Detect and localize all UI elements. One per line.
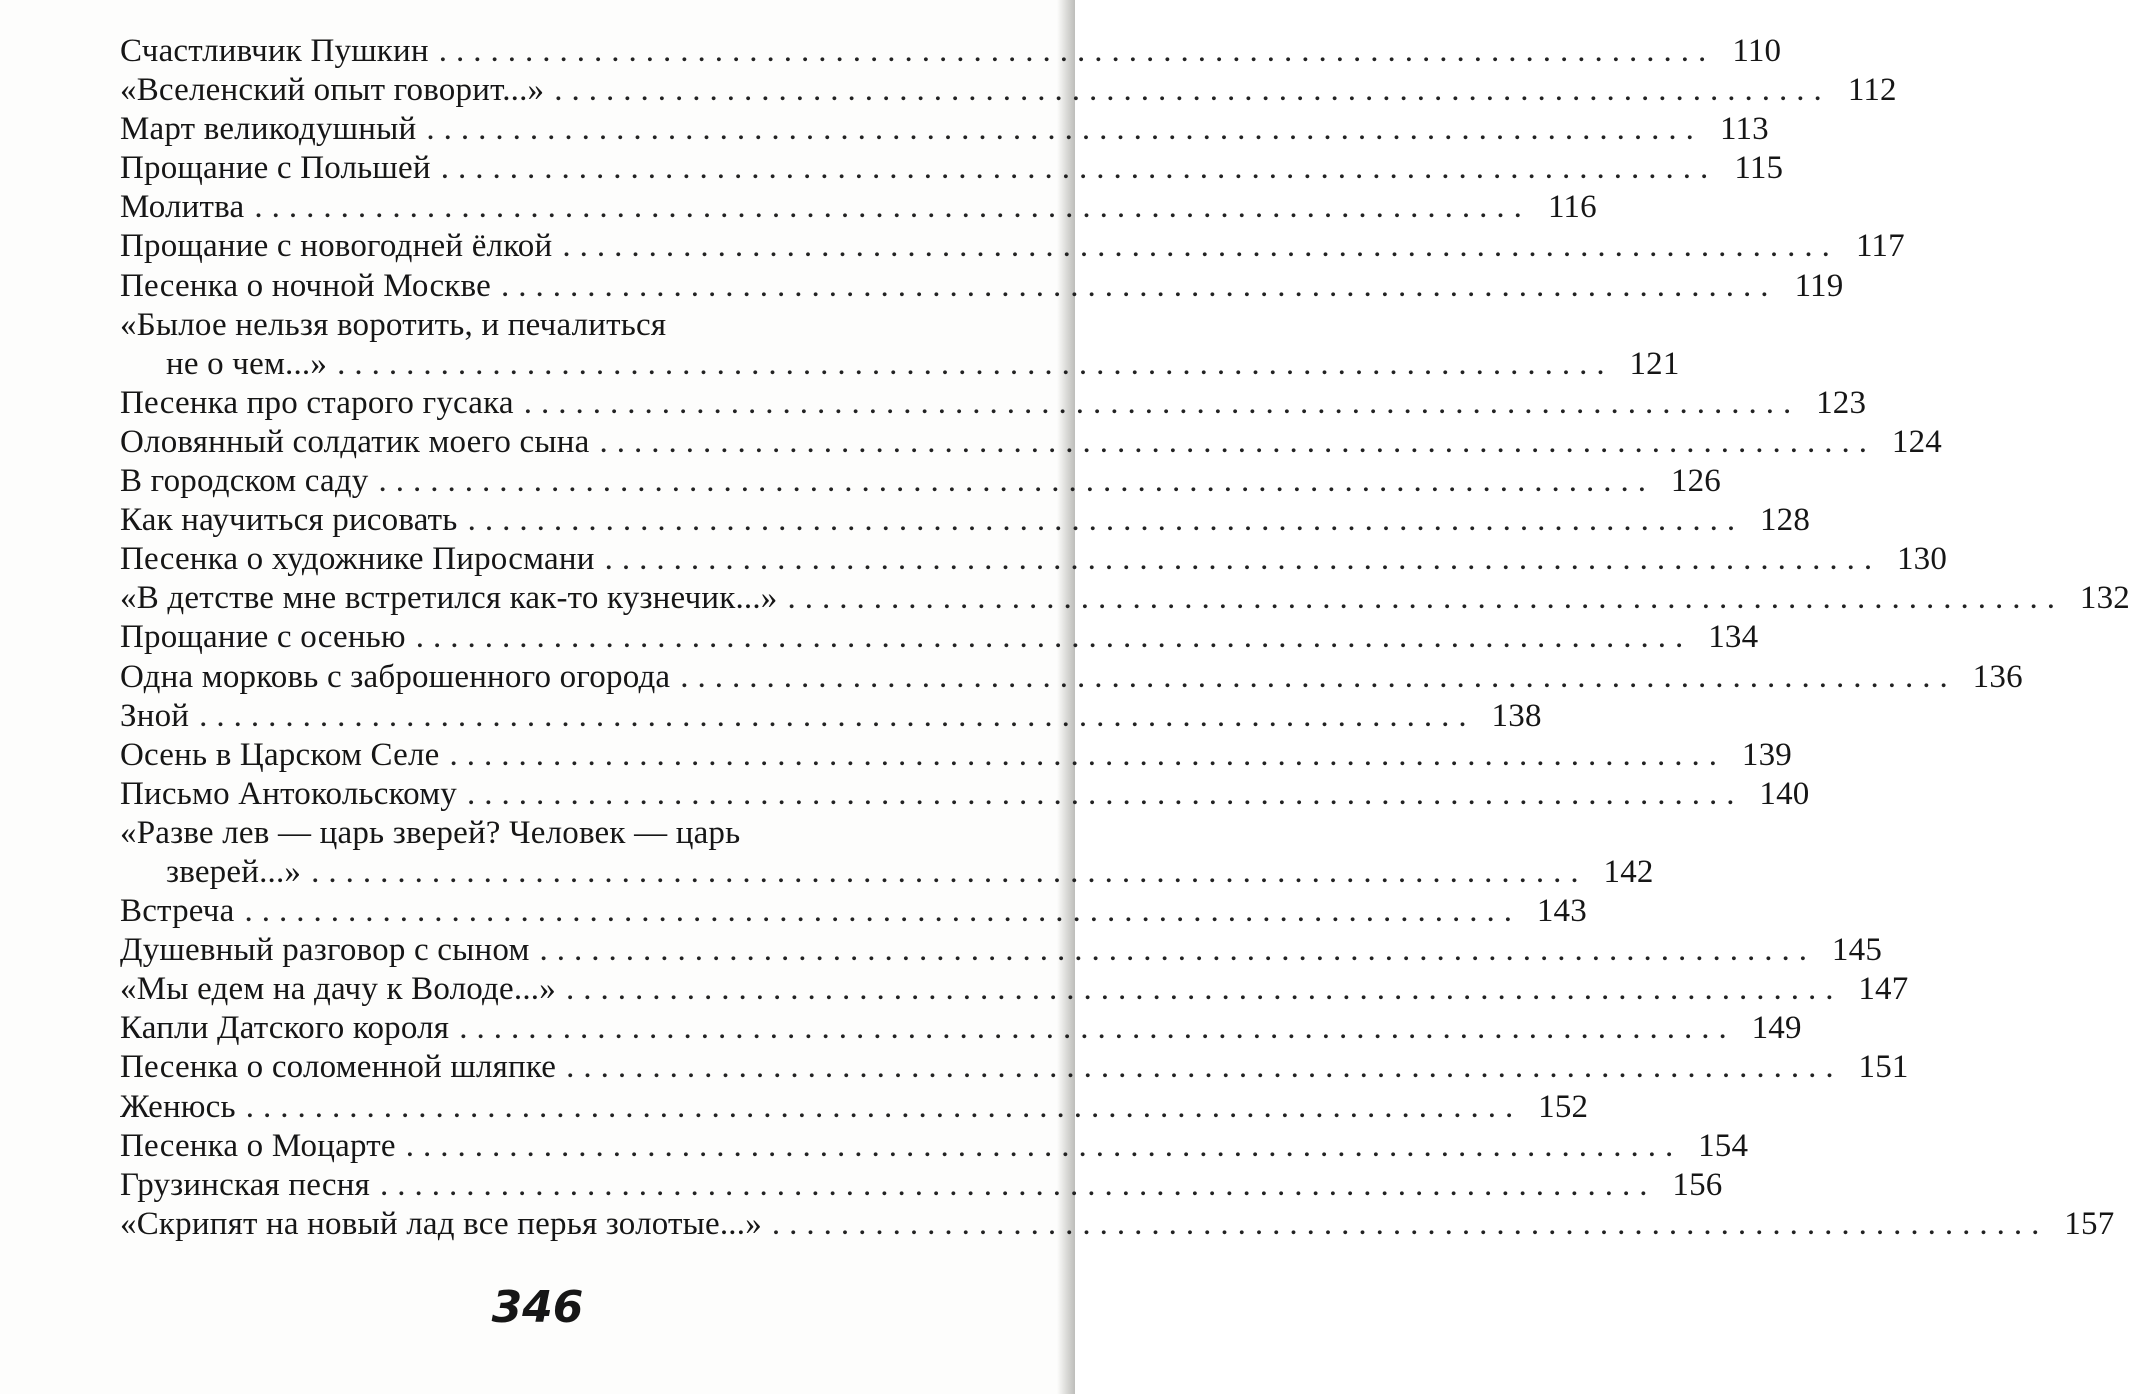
toc-entry-continued bbox=[120, 853, 1654, 892]
toc-entry-page: 128 bbox=[1759, 502, 1811, 539]
toc-entry bbox=[120, 1205, 2115, 1244]
toc-entry-page: 124 bbox=[1891, 423, 1942, 460]
toc-entry-page: 154 bbox=[1698, 1127, 1749, 1164]
toc-leader-dots: .......................................................................... bbox=[311, 853, 1588, 890]
toc-entry-page: 147 bbox=[1858, 971, 1909, 1008]
toc-entry-title: «Былое нельзя воротить, и печалиться bbox=[120, 306, 667, 343]
toc-entry-page: 115 bbox=[1734, 150, 1784, 187]
toc-entry bbox=[120, 775, 1810, 814]
toc-entry-page: 151 bbox=[1858, 1049, 1909, 1086]
toc-entry-page: 149 bbox=[1751, 1010, 1802, 1047]
toc-leader-dots: .......................................................................... bbox=[554, 72, 1831, 109]
toc-entry-page: 112 bbox=[1847, 72, 1897, 109]
toc-leader-dots: .......................................................................... bbox=[415, 619, 1693, 656]
toc-entry-title: «В детстве мне встретился как-то кузнечик...» bbox=[120, 580, 778, 617]
toc-entry bbox=[120, 1127, 1749, 1166]
toc-entry-page: 156 bbox=[1672, 1166, 1723, 1203]
toc-entry-title: Грузинская песня bbox=[120, 1166, 370, 1203]
toc-entry bbox=[120, 618, 1759, 657]
toc-entry-page: 126 bbox=[1670, 463, 1722, 500]
toc-entry bbox=[120, 540, 1948, 579]
toc-entry bbox=[120, 1166, 1723, 1205]
toc-leader-dots: .......................................................................... bbox=[426, 111, 1703, 148]
toc-leader-dots: .......................................................................... bbox=[254, 189, 1531, 226]
toc-leader-dots: .......................................................................... bbox=[378, 463, 1656, 500]
toc-entry-title-continued: не о чем...» bbox=[166, 345, 328, 382]
toc-entry bbox=[120, 736, 1792, 775]
toc-entry-page: 145 bbox=[1831, 932, 1883, 969]
toc-entry-title: Женюсь bbox=[120, 1088, 236, 1125]
toc-entry-page: 123 bbox=[1816, 384, 1867, 421]
toc-entry-continued bbox=[120, 345, 1680, 384]
toc-leader-dots: .......................................................................... bbox=[562, 228, 1839, 265]
toc-leader-dots: .......................................................................... bbox=[467, 775, 1744, 812]
toc-entry bbox=[120, 110, 1769, 149]
toc-leader-dots: .......................................................................... bbox=[440, 150, 1718, 187]
toc-entry-title: Песенка о художнике Пиросмани bbox=[120, 541, 595, 578]
toc-entry bbox=[120, 384, 1867, 423]
toc-entry-title: Песенка о соломенной шляпке bbox=[120, 1049, 557, 1086]
table-of-contents bbox=[120, 32, 2130, 1244]
toc-leader-dots: .......................................................................... bbox=[405, 1127, 1683, 1164]
toc-leader-dots: .......................................................................... bbox=[771, 1205, 2049, 1242]
toc-entry bbox=[120, 423, 1942, 462]
toc-leader-dots: .......................................................................... bbox=[787, 580, 2065, 617]
toc-entry-title: Зной bbox=[120, 697, 190, 734]
toc-entry-page: 157 bbox=[2064, 1205, 2115, 1242]
toc-entry bbox=[120, 188, 1597, 227]
toc-leader-dots: .......................................................................... bbox=[467, 502, 1745, 539]
toc-entry-title: Молитва bbox=[120, 189, 245, 226]
toc-entry-page: 142 bbox=[1603, 853, 1654, 890]
toc-entry bbox=[120, 970, 1909, 1009]
toc-entry-page: 116 bbox=[1547, 189, 1597, 226]
toc-leader-dots: .......................................................................... bbox=[680, 658, 1957, 695]
toc-entry-page: 117 bbox=[1855, 228, 1905, 265]
toc-entry-title: Одна морковь с заброшенного огорода bbox=[120, 658, 671, 695]
toc-leader-dots: .......................................................................... bbox=[199, 697, 1476, 734]
toc-entry-title: Прощание с осенью bbox=[120, 619, 406, 656]
toc-entry bbox=[120, 32, 1782, 71]
toc-entry-title: Душевный разговор с сыном bbox=[120, 932, 530, 969]
toc-entry-title: «Разве лев — царь зверей? Человек — царь bbox=[120, 814, 741, 851]
toc-entry bbox=[120, 931, 1883, 970]
toc-entry bbox=[120, 892, 1587, 931]
toc-entry-title-continued: зверей...» bbox=[166, 853, 302, 890]
toc-entry-page: 136 bbox=[1972, 658, 2023, 695]
toc-entry-page: 110 bbox=[1732, 33, 1782, 69]
toc-entry bbox=[120, 658, 2023, 697]
toc-entry-page: 152 bbox=[1538, 1088, 1589, 1125]
toc-leader-dots: .......................................................................... bbox=[565, 971, 1843, 1008]
toc-entry-page: 140 bbox=[1759, 775, 1810, 812]
toc-entry-title: Письмо Антокольскому bbox=[120, 775, 457, 812]
toc-leader-dots: .......................................................................... bbox=[449, 736, 1726, 773]
toc-entry-title: «Скрипят на новый лад все перья золотые...» bbox=[120, 1205, 762, 1242]
toc-entry-title: Встреча bbox=[120, 893, 235, 930]
toc-entry-first-line bbox=[120, 306, 990, 345]
toc-entry-page: 138 bbox=[1491, 697, 1542, 734]
toc-entry-page: 121 bbox=[1629, 345, 1680, 382]
toc-entry-page: 139 bbox=[1741, 736, 1792, 773]
toc-entry-first-line bbox=[120, 814, 990, 853]
toc-leader-dots: .......................................................................... bbox=[244, 893, 1521, 930]
toc-entry-title: «Вселенский опыт говорит...» bbox=[120, 72, 545, 109]
toc-entry-page: 130 bbox=[1896, 541, 1948, 578]
toc-entry-title: Песенка про старого гусака bbox=[120, 384, 514, 421]
toc-entry bbox=[120, 1088, 1589, 1127]
toc-entry-page: 143 bbox=[1536, 893, 1587, 930]
toc-entry-title: Капли Датского короля bbox=[120, 1010, 450, 1047]
toc-entry-page: 113 bbox=[1720, 111, 1769, 148]
toc-entry-title: Оловянный солдатик моего сына bbox=[120, 423, 590, 460]
toc-entry-title: Прощание с новогодней ёлкой bbox=[120, 228, 553, 265]
toc-entry-title: В городском саду bbox=[120, 463, 369, 500]
toc-entry bbox=[120, 227, 1905, 266]
toc-entry-title: Прощание с Польшей bbox=[120, 150, 431, 187]
toc-leader-dots: .......................................................................... bbox=[500, 267, 1778, 304]
toc-entry bbox=[120, 71, 1897, 110]
toc-entry bbox=[120, 149, 1784, 188]
toc-leader-dots: .......................................................................... bbox=[337, 345, 1614, 382]
toc-leader-dots: .......................................................................... bbox=[438, 33, 1716, 69]
toc-leader-dots: .......................................................................... bbox=[566, 1049, 1843, 1086]
toc-entry bbox=[120, 697, 1542, 736]
page-number: 346 bbox=[491, 1282, 584, 1333]
toc-entry-title: Март великодушный bbox=[120, 111, 417, 148]
toc-entry bbox=[120, 462, 1722, 501]
toc-entry-title: Как научиться рисовать bbox=[120, 502, 458, 539]
toc-entry bbox=[120, 267, 1844, 306]
toc-leader-dots: .......................................................................... bbox=[459, 1010, 1736, 1047]
toc-leader-dots: .......................................................................... bbox=[539, 932, 1817, 969]
toc-entry-page: 119 bbox=[1794, 267, 1844, 304]
toc-entry-title: Осень в Царском Селе bbox=[120, 736, 440, 773]
toc-entry-title: «Мы едем на дачу к Володе...» bbox=[120, 971, 556, 1008]
toc-entry-page: 132 bbox=[2079, 580, 2130, 617]
toc-leader-dots: .......................................................................... bbox=[604, 541, 1882, 578]
toc-leader-dots: .......................................................................... bbox=[599, 423, 1876, 460]
toc-entry bbox=[120, 501, 1811, 540]
toc-entry bbox=[120, 579, 2130, 618]
toc-leader-dots: .......................................................................... bbox=[523, 384, 1801, 421]
toc-entry-title: Песенка о ночной Москве bbox=[120, 267, 491, 304]
toc-entry-title: Песенка о Моцарте bbox=[120, 1127, 396, 1164]
toc-entry-title: Счастливчик Пушкин bbox=[120, 33, 429, 69]
toc-entry bbox=[120, 1009, 1802, 1048]
toc-entry bbox=[120, 1048, 1909, 1087]
toc-entry-page: 134 bbox=[1708, 619, 1759, 656]
toc-leader-dots: .......................................................................... bbox=[380, 1166, 1657, 1203]
toc-leader-dots: .......................................................................... bbox=[245, 1088, 1523, 1125]
